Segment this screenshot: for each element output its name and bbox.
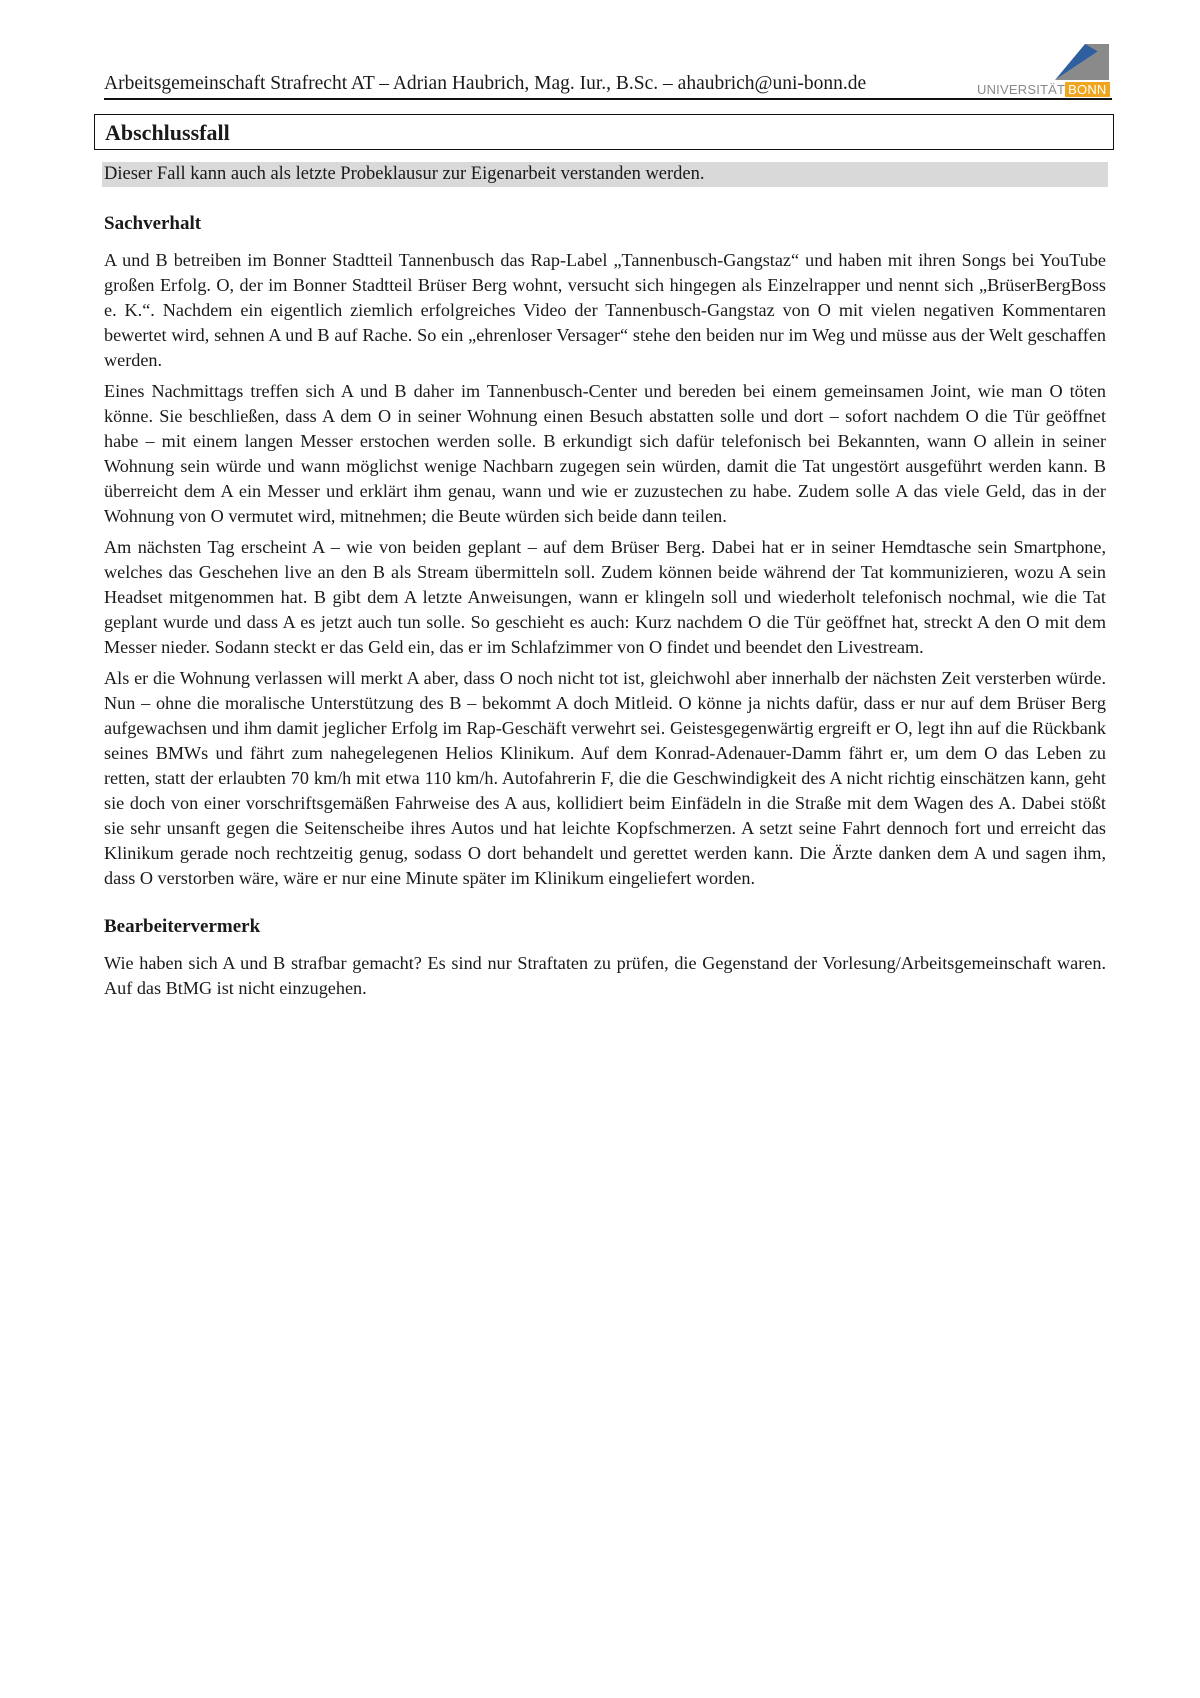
page-title: Abschlussfall (105, 120, 230, 145)
note-banner (102, 162, 1108, 187)
logo-wordmark (977, 82, 1109, 98)
logo-highlight: BONN (1065, 82, 1109, 97)
note-text: Dieser Fall kann auch als letzte Probeklausur zur Eigenarbeit verstanden werden. (104, 164, 705, 184)
document-body (104, 212, 1106, 1007)
university-logo (977, 44, 1117, 96)
facts-paragraph: Eines Nachmittags treffen sich A und B daher im Tannenbusch-Center und bereden bei einem gemeinsamen Joint, wie man O töten könne. Sie beschließen, dass A dem O in seiner Wohnung einen Besuch abstatten solle und dort – sofort nachdem O die Tür geöffnet habe – mit einem langen Messer erstochen werden solle. B erkundigt sich dafür telefonisch bei Bekannten, wann O allein in seiner Wohnung sein würde und wann möglichst wenige Nachbarn zugegen sein würden, damit die Tat ungestört ausgeführt werden kann. B überreicht dem A ein Messer und erklärt ihm genau, wann und wie er zuzustechen zu habe. Zudem solle A das viele Geld, das in der Wohnung von O vermutet wird, mitnehmen; die Beute würden sich beide dann teilen. (104, 381, 1106, 526)
header-rule (104, 98, 1112, 100)
facts-paragraph: A und B betreiben im Bonner Stadtteil Tannenbusch das Rap-Label „Tannenbusch-Gangstaz“ und haben mit ihren Songs bei YouTube großen Erfolg. O, der im Bonner Stadtteil Brüser Berg wohnt, versucht sich hingegen als Einzelrapper und nennt sich „BrüserBergBoss e. K.“. Nachdem ein eigentlich ziemlich erfolgreiches Video der Tannenbusch-Gangstaz von O mit vielen negativen Kommentaren bewertet wird, sehnen A und B auf Rache. So ein „ehrenloser Versager“ stehe den beiden nur im Weg und müsse aus der Welt geschaffen werden. (104, 250, 1106, 370)
facts-paragraph: Am nächsten Tag erscheint A – wie von beiden geplant – auf dem Brüser Berg. Dabei hat er in seiner Hemdtasche sein Smartphone, welches das Geschehen live an den B als Stream übermitteln soll. Zudem können beide während der Tat kommunizieren, wozu A sein Headset mitgenommen hat. B gibt dem A letzte Anweisungen, wann er klingeln soll und wiederholt telefonisch nochmal, wie die Tat geplant wurde und dass A es jetzt auch tun solle. So geschieht es auch: Kurz nachdem O die Tür geöffnet hat, streckt A den O mit dem Messer nieder. Sodann steckt er das Geld ein, das er im Schlafzimmer von O findet und beendet den Livestream. (104, 537, 1106, 657)
facts-paragraph: Als er die Wohnung verlassen will merkt A aber, dass O noch nicht tot ist, gleichwohl aber innerhalb der nächsten Zeit versterben würde. Nun – ohne die moralische Unterstützung des B – bekommt A doch Mitleid. O könne ja nichts dafür, dass er nur auf dem Brüser Berg aufgewachsen und ihm damit jeglicher Erfolg im Rap-Geschäft verwehrt sei. Geistesgegenwärtig ergreift er O, legt ihn auf die Rückbank seines BMWs und fährt zum nahegelegenen Helios Klinikum. Auf dem Konrad-Adenauer-Damm fährt er, um dem O das Leben zu retten, statt der erlaubten 70 km/h mit etwa 110 km/h. Autofahrerin F, die die Geschwindigkeit des A nicht richtig einschätzen kann, geht sie doch von einer vorschriftsgemäßen Fahrweise des A aus, kollidiert beim Einfädeln in die Straße mit dem Wagen des A. Dabei stößt sie sehr unsanft gegen die Seitenscheibe ihres Autos und hat leichte Kopfschmerzen. A setzt seine Fahrt dennoch fort und erreicht das Klinikum gerade noch rechtzeitig genug, sodass O dort behandelt und gerettet werden kann. Die Ärzte danken dem A und sagen ihm, dass O verstorben wäre, wäre er nur eine Minute später im Klinikum eingeliefert worden. (104, 668, 1106, 888)
logo-word: UNIVERSITÄT (977, 82, 1066, 97)
page-header (104, 40, 1114, 100)
facts-heading: Sachverhalt (104, 213, 202, 234)
logo-mark-icon (1055, 44, 1109, 80)
header-text: Arbeitsgemeinschaft Strafrecht AT – Adrian Haubrich, Mag. Iur., B.Sc. – ahaubrich@uni-bonn.de (104, 73, 867, 94)
task-heading: Bearbeitervermerk (104, 916, 261, 937)
task-paragraph: Wie haben sich A und B strafbar gemacht? Es sind nur Straftaten zu prüfen, die Gegenstand der Vorlesung/Arbeitsgemeinschaft waren. Auf das BtMG ist nicht einzugehen. (104, 953, 1106, 998)
title-box (94, 114, 1114, 150)
